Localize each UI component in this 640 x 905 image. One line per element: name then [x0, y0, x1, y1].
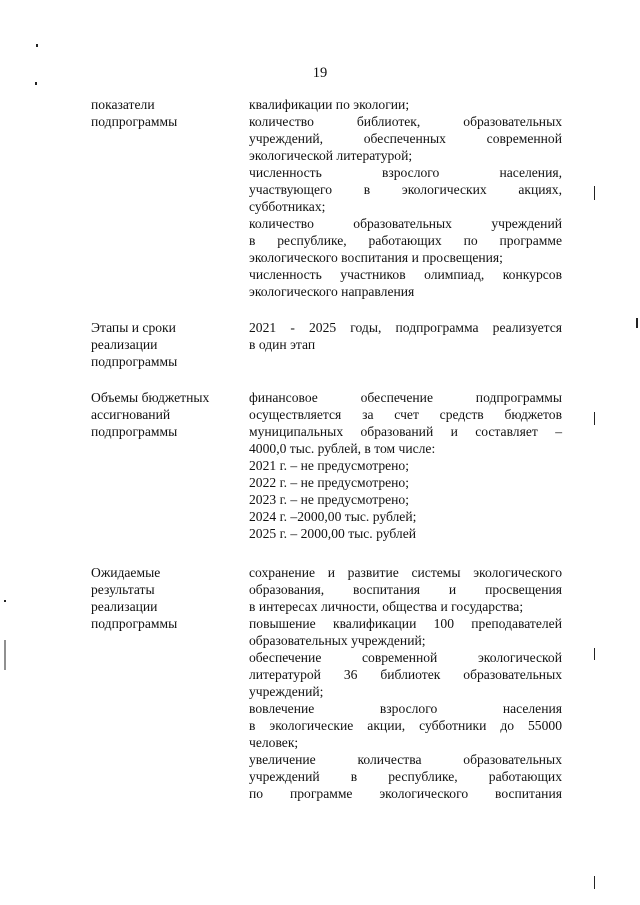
row-label	[91, 389, 241, 440]
content-line: 2025 г. – 2000,00 тыс. рублей	[249, 526, 417, 541]
content-line: по программе экологического воспитания	[249, 786, 562, 801]
content-line: экологического воспитания и просвещения;	[249, 250, 503, 265]
row-content	[249, 319, 562, 353]
scan-mark	[36, 44, 38, 47]
content-line: увеличение количества образовательных	[249, 752, 562, 767]
row-content	[249, 389, 562, 542]
content-line: 2023 г. – не предусмотрено;	[249, 492, 410, 507]
label-line: ассигнований	[91, 407, 171, 422]
label-line: Этапы и сроки	[91, 320, 176, 335]
content-line: экологической литературой;	[249, 148, 413, 163]
content-line: муниципальных образований и составляет –	[249, 424, 562, 439]
label-line: подпрограммы	[91, 354, 178, 369]
scan-mark	[636, 318, 638, 328]
content-line: экологического направления	[249, 284, 415, 299]
content-line: человек;	[249, 735, 299, 750]
row-label	[91, 564, 241, 632]
content-line: 2022 г. – не предусмотрено;	[249, 475, 410, 490]
content-line: численность участников олимпиад, конкурсов	[249, 267, 562, 282]
content-line: численность взрослого населения,	[249, 165, 562, 180]
label-line: реализации	[91, 337, 158, 352]
row-content	[249, 564, 562, 802]
scan-mark	[594, 648, 595, 660]
content-line: в республике, работающих по программе	[249, 233, 562, 248]
label-line: результаты	[91, 582, 155, 597]
content-line: учреждений;	[249, 684, 324, 699]
content-line: повышение квалификации 100 преподавателей	[249, 616, 562, 631]
content-line: 2021 - 2025 годы, подпрограмма реализуется	[249, 320, 562, 335]
label-line: подпрограммы	[91, 114, 178, 129]
content-line: 2021 г. – не предусмотрено;	[249, 458, 410, 473]
content-line: в один этап	[249, 337, 316, 352]
label-line: подпрограммы	[91, 616, 178, 631]
content-line: обеспечение современной экологической	[249, 650, 562, 665]
content-line: субботниках;	[249, 199, 326, 214]
scan-mark	[594, 412, 595, 425]
content-line: квалификации по экологии;	[249, 97, 410, 112]
content-line: учреждений в республике, работающих	[249, 769, 562, 784]
content-line: осуществляется за счет средств бюджетов	[249, 407, 562, 422]
content-line: образовательных учреждений;	[249, 633, 426, 648]
page-number: 19	[312, 65, 328, 81]
content-line: образования, воспитания и просвещения	[249, 582, 562, 597]
content-line: сохранение и развитие системы экологического	[249, 565, 562, 580]
content-line: в экологические акции, субботники до 55000	[249, 718, 562, 733]
row-label	[91, 319, 241, 370]
label-line: реализации	[91, 599, 158, 614]
row-label	[91, 96, 241, 130]
row-content	[249, 96, 562, 300]
content-line: количество библиотек, образовательных	[249, 114, 562, 129]
content-line: 4000,0 тыс. рублей, в том числе:	[249, 441, 436, 456]
content-line: участвующего в экологических акциях,	[249, 182, 562, 197]
content-line: учреждений, обеспеченных современной	[249, 131, 562, 146]
label-line: Объемы бюджетных	[91, 390, 210, 405]
scan-mark	[594, 186, 595, 200]
content-line: в интересах личности, общества и государства;	[249, 599, 524, 614]
content-line: финансовое обеспечение подпрограммы	[249, 390, 562, 405]
content-line: вовлечение взрослого населения	[249, 701, 562, 716]
label-line: Ожидаемые	[91, 565, 161, 580]
content-line: литературой 36 библиотек образовательных	[249, 667, 562, 682]
label-line: показатели	[91, 97, 155, 112]
scan-mark	[4, 640, 6, 670]
scan-mark	[35, 82, 37, 85]
content-line: количество образовательных учреждений	[249, 216, 562, 231]
scan-mark	[4, 600, 6, 602]
content-line: 2024 г. –2000,00 тыс. рублей;	[249, 509, 417, 524]
label-line: подпрограммы	[91, 424, 178, 439]
scan-mark	[594, 876, 595, 889]
